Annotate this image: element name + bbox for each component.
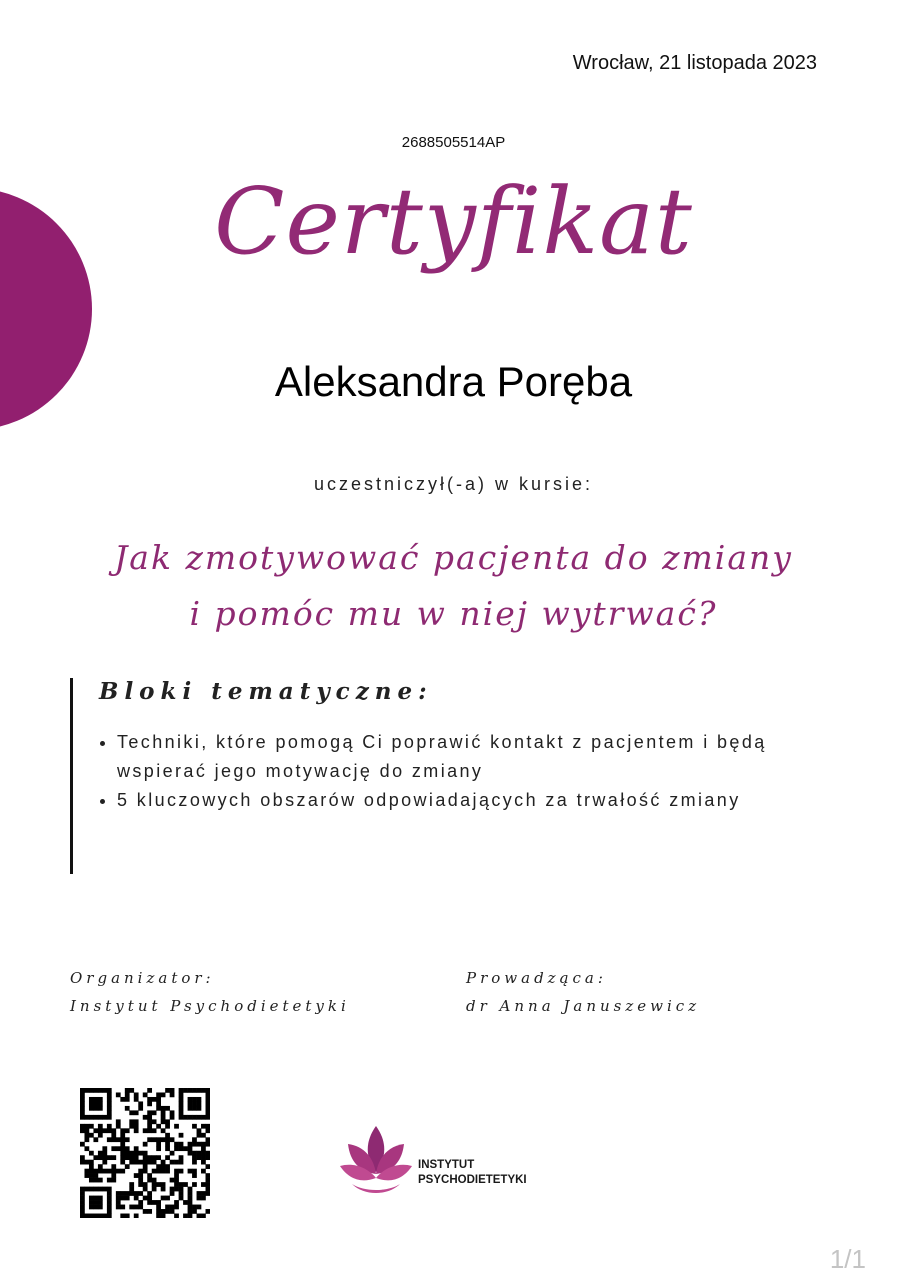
lead-block bbox=[466, 964, 700, 1020]
decorative-circle bbox=[0, 188, 92, 430]
certificate-title: Certyfikat bbox=[214, 168, 693, 275]
recipient-name: Aleksandra Poręba bbox=[274, 358, 633, 405]
topics-section bbox=[70, 678, 833, 874]
logo-line-2: PSYCHODIETETYKI bbox=[418, 1174, 527, 1186]
qr-code bbox=[80, 1088, 210, 1218]
lead-value: dr Anna Januszewicz bbox=[466, 997, 701, 1015]
qr-code-image bbox=[80, 1088, 210, 1218]
institute-logo bbox=[338, 1122, 568, 1198]
participation-text: uczestniczył(-a) w kursie: bbox=[313, 474, 594, 494]
issue-date: Wrocław, 21 listopada 2023 bbox=[572, 52, 817, 74]
topic-item: • Techniki, które pomogą Ci poprawić kontakt z pacjentem i będą wspierać jego motywację do zmiany bbox=[117, 728, 807, 786]
topic-item: • 5 kluczowych obszarów odpowiadających za trwałość zmiany bbox=[117, 786, 807, 815]
course-title-line-1: Jak zmotywować pacjenta do zmiany bbox=[114, 538, 793, 577]
organizer-label: Organizator: bbox=[70, 969, 215, 987]
logo-line-1: INSTYTUT bbox=[418, 1159, 475, 1171]
topics-list bbox=[99, 728, 807, 815]
topics-heading: Bloki tematyczne: bbox=[99, 678, 433, 705]
organizer-value: Instytut Psychodietetyki bbox=[70, 997, 350, 1015]
organizer-block bbox=[70, 964, 350, 1020]
logo-text bbox=[418, 1158, 527, 1188]
lotus-icon bbox=[338, 1122, 414, 1198]
document-number: 2688505514AP bbox=[401, 134, 506, 151]
course-title-line-2: i pomóc mu w niej wytrwać? bbox=[189, 594, 718, 633]
page-indicator: 1/1 bbox=[829, 1244, 866, 1274]
course-title bbox=[60, 530, 847, 642]
lead-label: Prowadząca: bbox=[466, 969, 607, 987]
